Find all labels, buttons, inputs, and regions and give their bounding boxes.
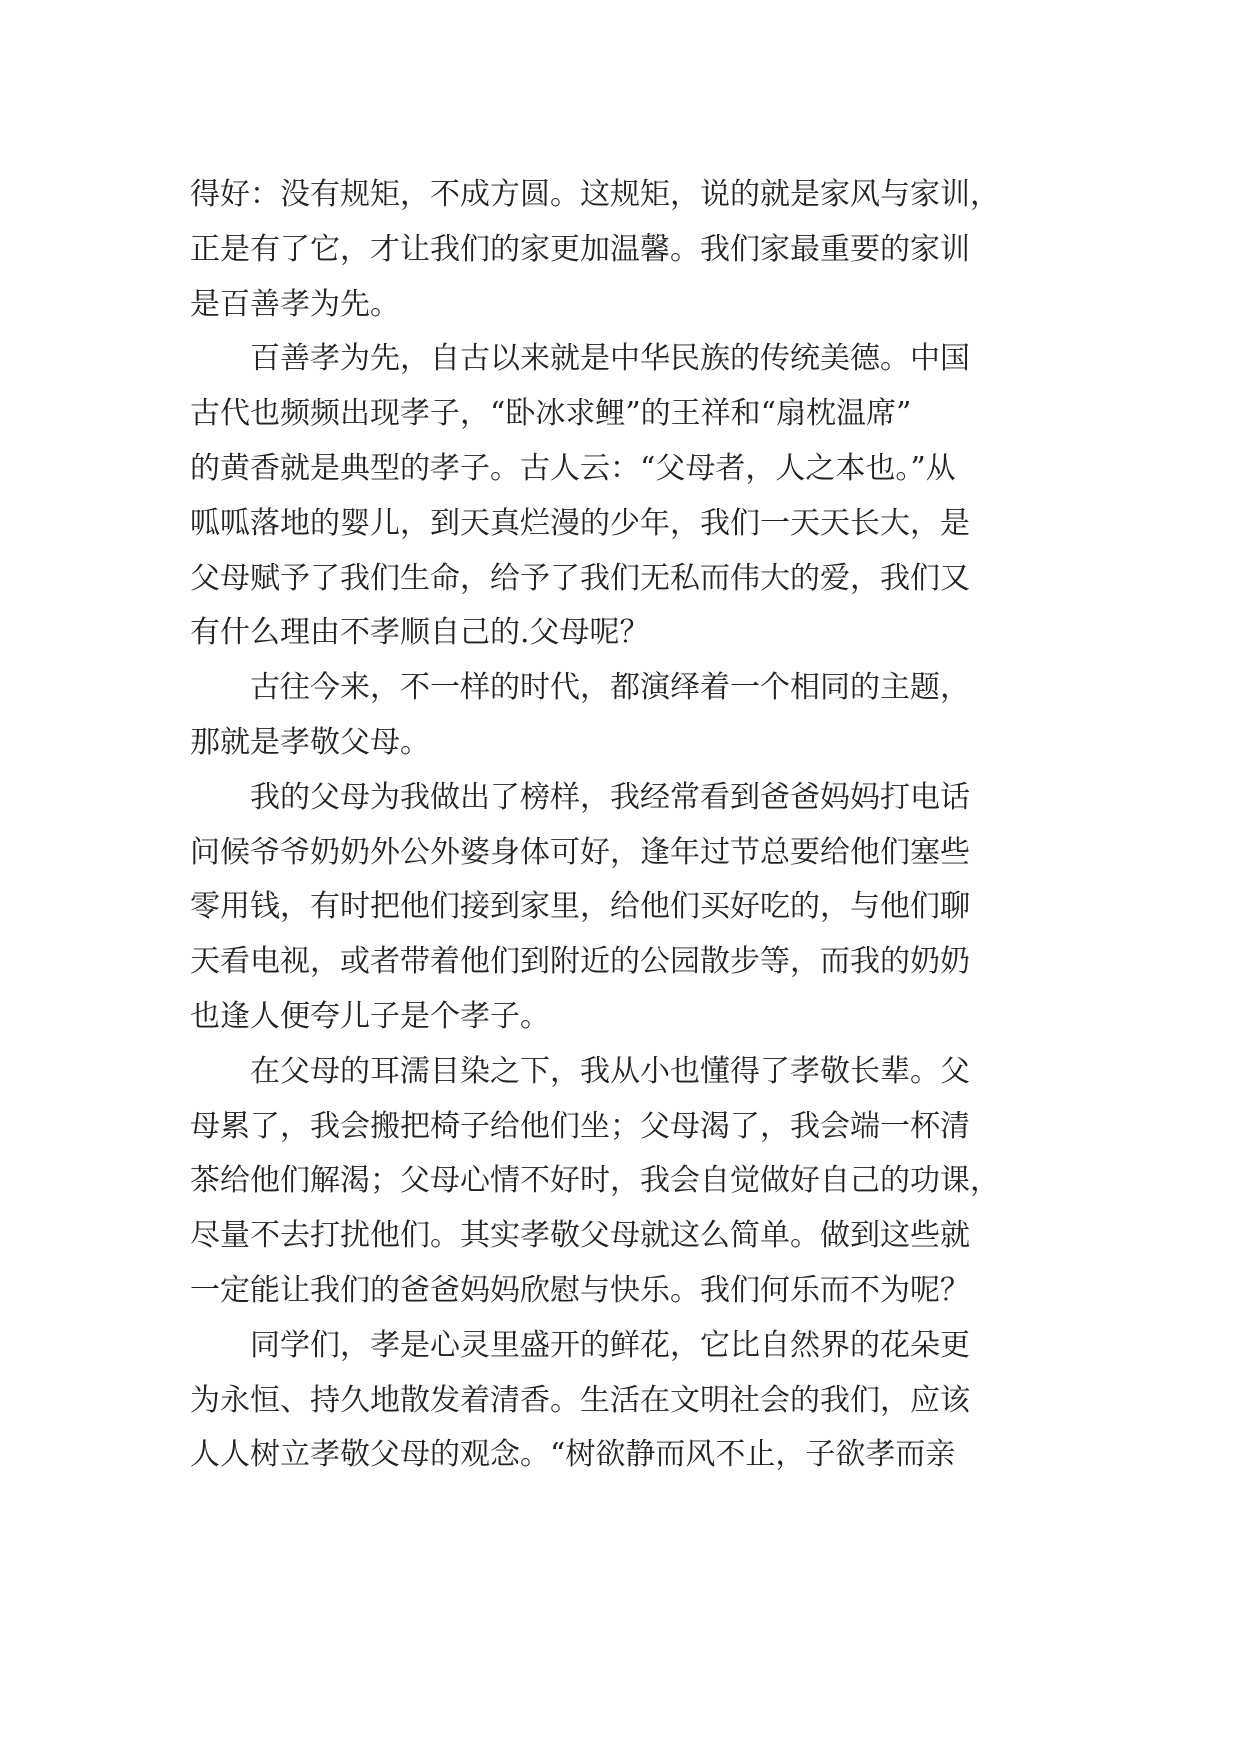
text-line: 问候爷爷奶奶外公外婆身体可好，逢年过节总要给他们塞些 (190, 834, 970, 870)
text-line: 得好：没有规矩，不成方圆。这规矩，说的就是家风与家训， (190, 177, 1000, 212)
text-line: 零用钱，有时把他们接到家里，给他们买好吃的，与他们聊 (190, 889, 970, 925)
text-line: 茶给他们解渴；父母心情不好时，我会自觉做好自己的功课， (190, 1163, 1000, 1199)
document-body (190, 168, 1070, 1483)
text-line: 一定能让我们的爸爸妈妈欣慰与快乐。我们何乐而不为呢？ (190, 1272, 970, 1308)
text-line: 正是有了它，才让我们的家更加温馨。我们家最重要的家训 (190, 231, 970, 267)
text-line: 同学们，孝是心灵里盛开的鲜花，它比自然界的花朵更 (250, 1327, 970, 1363)
text-line: 那就是孝敬父母。 (190, 724, 430, 760)
text-line: 古代也频频出现孝子，“卧冰求鲤”的王祥和“扇枕温席” (190, 396, 912, 432)
text-line: 是百善孝为先。 (190, 286, 400, 322)
text-line: 父母赋予了我们生命，给予了我们无私而伟大的爱，我们又 (190, 560, 970, 596)
text-line: 呱呱落地的婴儿，到天真烂漫的少年，我们一天天长大，是 (190, 505, 970, 541)
text-line: 的黄香就是典型的孝子。古人云：“父母者，人之本也。”从 (190, 450, 956, 486)
text-line: 天看电视，或者带着他们到附近的公园散步等，而我的奶奶 (190, 944, 970, 980)
text-line: 人人树立孝敬父母的观念。“树欲静而风不止，子欲孝而亲 (190, 1437, 956, 1473)
text-line: 在父母的耳濡目染之下，我从小也懂得了孝敬长辈。父 (250, 1053, 970, 1089)
text-line: 古往今来，不一样的时代，都演绎着一个相同的主题， (250, 670, 970, 706)
text-line: 也逢人便夸儿子是个孝子。 (190, 998, 550, 1034)
text-line: 我的父母为我做出了榜样，我经常看到爸爸妈妈打电话 (250, 779, 970, 815)
text-line: 母累了，我会搬把椅子给他们坐；父母渴了，我会端一杯清 (190, 1108, 970, 1144)
text-line: 百善孝为先，自古以来就是中华民族的传统美德。中国 (250, 341, 970, 377)
text-line: 有什么理由不孝顺自己的.父母呢？ (190, 615, 650, 651)
text-line: 尽量不去打扰他们。其实孝敬父母就这么简单。做到这些就 (190, 1218, 970, 1254)
text-line: 为永恒、持久地散发着清香。生活在文明社会的我们，应该 (190, 1382, 970, 1418)
